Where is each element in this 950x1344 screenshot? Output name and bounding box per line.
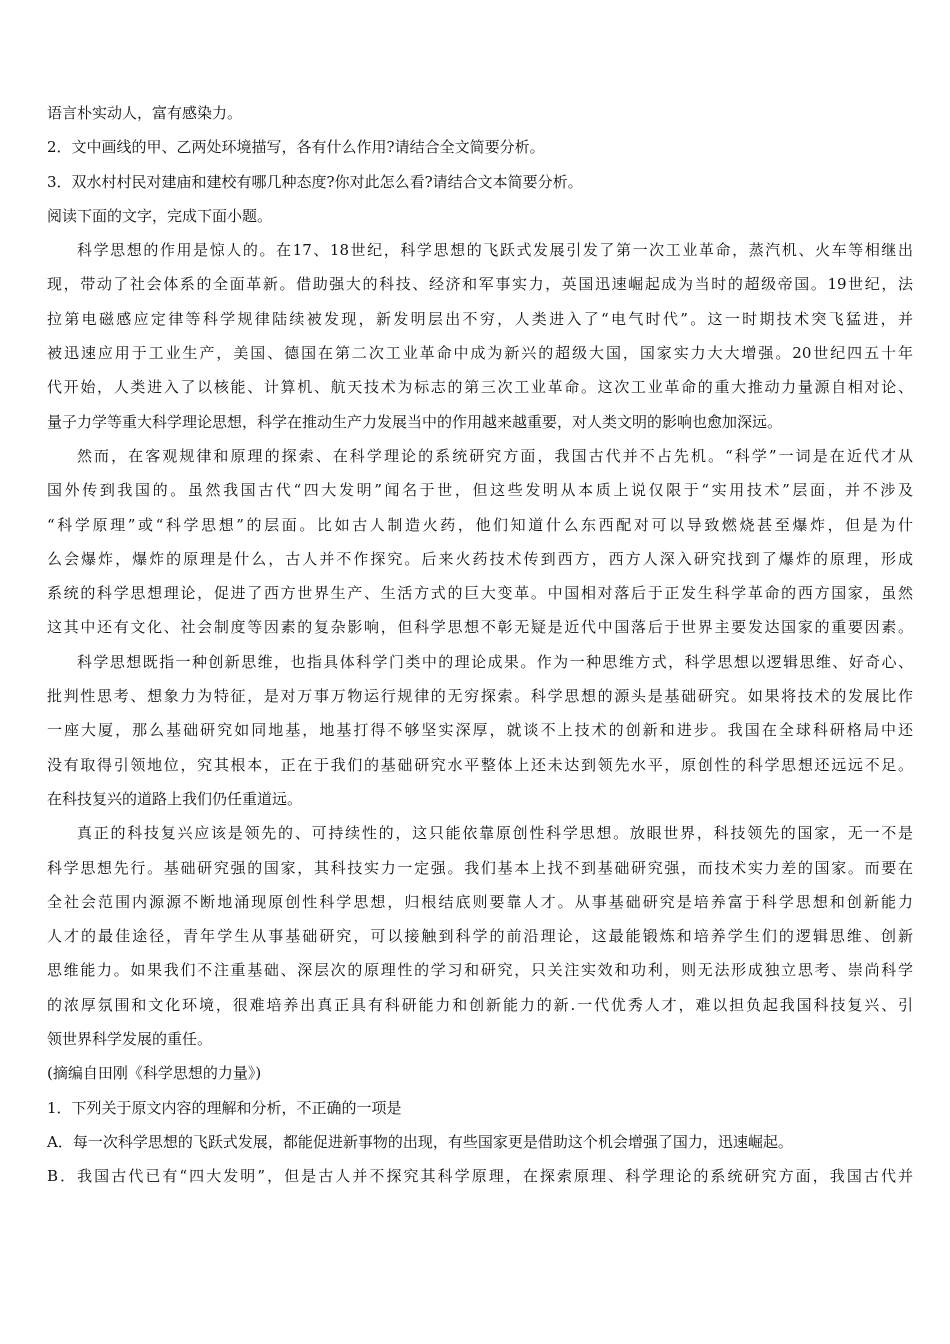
paragraph-1-line: 代开始，人类进入了以核能、计算机、航天技术为标志的第三次工业革命。这次工业革命的重大推动力量源自相对论、 <box>47 378 913 397</box>
paragraph-1-line: 拉第电磁感应定律等科学规律陆续被发现，新发明层出不穷，人类进入了“电气时代”。这一时期技术突飞猛进，并 <box>47 309 913 328</box>
paragraph-4-line: 的浓厚氛围和文化环境，很难培养出真正具有科研能力和创新能力的新.一代优秀人才，难以担负起我国科技复兴、引 <box>47 995 913 1014</box>
paragraph-2-line: 国外传到我国的。虽然我国古代“四大发明”闻名于世，但这些发明从本质上说仅限于“实用技术”层面，并不涉及 <box>47 481 913 500</box>
paragraph-4-line: 思维能力。如果我们不注重基础、深层次的原理性的学习和研究，只关注实效和功利，则无法形成独立思考、崇尚科学 <box>47 961 913 980</box>
paragraph-4-line: 全社会范围内源源不断地涌现原创性科学思想，归根结底则要靠人才。从事基础研究是培养富于科学思想和创新能力 <box>47 892 913 911</box>
reading-instruction: 阅读下面的文字，完成下面小题。 <box>47 206 273 225</box>
question-3: 3．双水村村民对建庙和建校有哪几种态度?你对此怎么看?请结合文本简要分析。 <box>47 172 583 191</box>
paragraph-4-line: 人才的最佳途径，青年学生从事基础研究，可以接触到科学的前沿理论，这最能锻炼和培养学生们的逻辑思维、创新 <box>47 927 913 946</box>
question-1: 1．下列关于原文内容的理解和分析，不正确的一项是 <box>47 1098 402 1117</box>
paragraph-4-line: 领世界科学发展的重任。 <box>47 1030 213 1049</box>
paragraph-3-line: 没有取得引领地位，究其根本，正在于我们的基础研究水平整体上还未达到领先水平，原创性的科学思想还远远不足。 <box>47 755 913 774</box>
paragraph-2-line: 么会爆炸，爆炸的原理是什么，古人并不作探究。后来火药技术传到西方，西方人深入研究找到了爆炸的原理，形成 <box>47 549 913 568</box>
paragraph-3-line: 一座大厦，那么基础研究如同地基，地基打得不够坚实深厚，就谈不上技术的创新和进步。我国在全球科研格局中还 <box>47 721 913 740</box>
paragraph-2-line: 然而，在客观规律和原理的探索、在科学理论的系统研究方面，我国古代并不占先机。“科学”一词是在近代才从 <box>77 446 913 465</box>
paragraph-4-line: 科学思想先行。基础研究强的国家，其科技实力一定强。我们基本上找不到基础研究强，而技术实力差的国家。而要在 <box>47 858 913 877</box>
paragraph-2-line: “科学原理”或“科学思想”的层面。比如古人制造火药，他们知道什么东西配对可以导致燃烧甚至爆炸，但是为什 <box>47 515 913 534</box>
paragraph-4-line: 真正的科技复兴应该是领先的、可持续性的，这只能依靠原创性科学思想。放眼世界，科技领先的国家，无一不是 <box>77 824 913 843</box>
text-line: 语言朴实动人，富有感染力。 <box>47 104 243 122</box>
source-citation: (摘编自田刚《科学思想的力量》) <box>47 1064 262 1083</box>
document-page <box>47 96 913 1194</box>
paragraph-1-line: 现，带动了社会体系的全面革新。借助强大的科技、经济和军事实力，英国迅速崛起成为当时的超级帝国。19世纪，法 <box>47 275 913 294</box>
paragraph-2-line: 系统的科学思想理论，促进了西方世界生产、生活方式的巨大变革。中国相对落后于正发生科学革命的西方国家，虽然 <box>47 584 913 603</box>
paragraph-1-line: 量子力学等重大科学理论思想，科学在推动生产力发展当中的作用越来越重要，对人类文明的影响也愈加深远。 <box>47 412 783 431</box>
paragraph-2-line: 这其中还有文化、社会制度等因素的复杂影响，但科学思想不彰无疑是近代中国落后于世界主要发达国家的重要因素。 <box>47 618 913 637</box>
paragraph-3-line: 科学思想既指一种创新思维，也指具体科学门类中的理论成果。作为一种思维方式，科学思想以逻辑思维、好奇心、 <box>77 652 913 671</box>
paragraph-3-line: 在科技复兴的道路上我们仍任重道远。 <box>47 789 303 808</box>
paragraph-1-line: 被迅速应用于工业生产，美国、德国在第二次工业革命中成为新兴的超级大国，国家实力大大增强。20世纪四五十年 <box>47 344 913 363</box>
paragraph-1-line: 科学思想的作用是惊人的。在17、18世纪，科学思想的飞跃式发展引发了第一次工业革命，蒸汽机、火车等相继出 <box>77 241 913 260</box>
paragraph-3-line: 批判性思考、想象力为特征，是对万事万物运行规律的无穷探索。科学思想的源头是基础研究。如果将技术的发展比作 <box>47 687 913 706</box>
question-2: 2．文中画线的甲、乙两处环境描写，各有什么作用?请结合全文简要分析。 <box>47 138 545 157</box>
option-b: B．我国古代已有“四大发明”，但是古人并不探究其科学原理，在探索原理、科学理论的系统研究方面，我国古代并 <box>47 1167 913 1186</box>
option-a: A．每一次科学思想的飞跃式发展，都能促进新事物的出现，有些国家更是借助这个机会增强了国力，迅速崛起。 <box>47 1132 793 1151</box>
